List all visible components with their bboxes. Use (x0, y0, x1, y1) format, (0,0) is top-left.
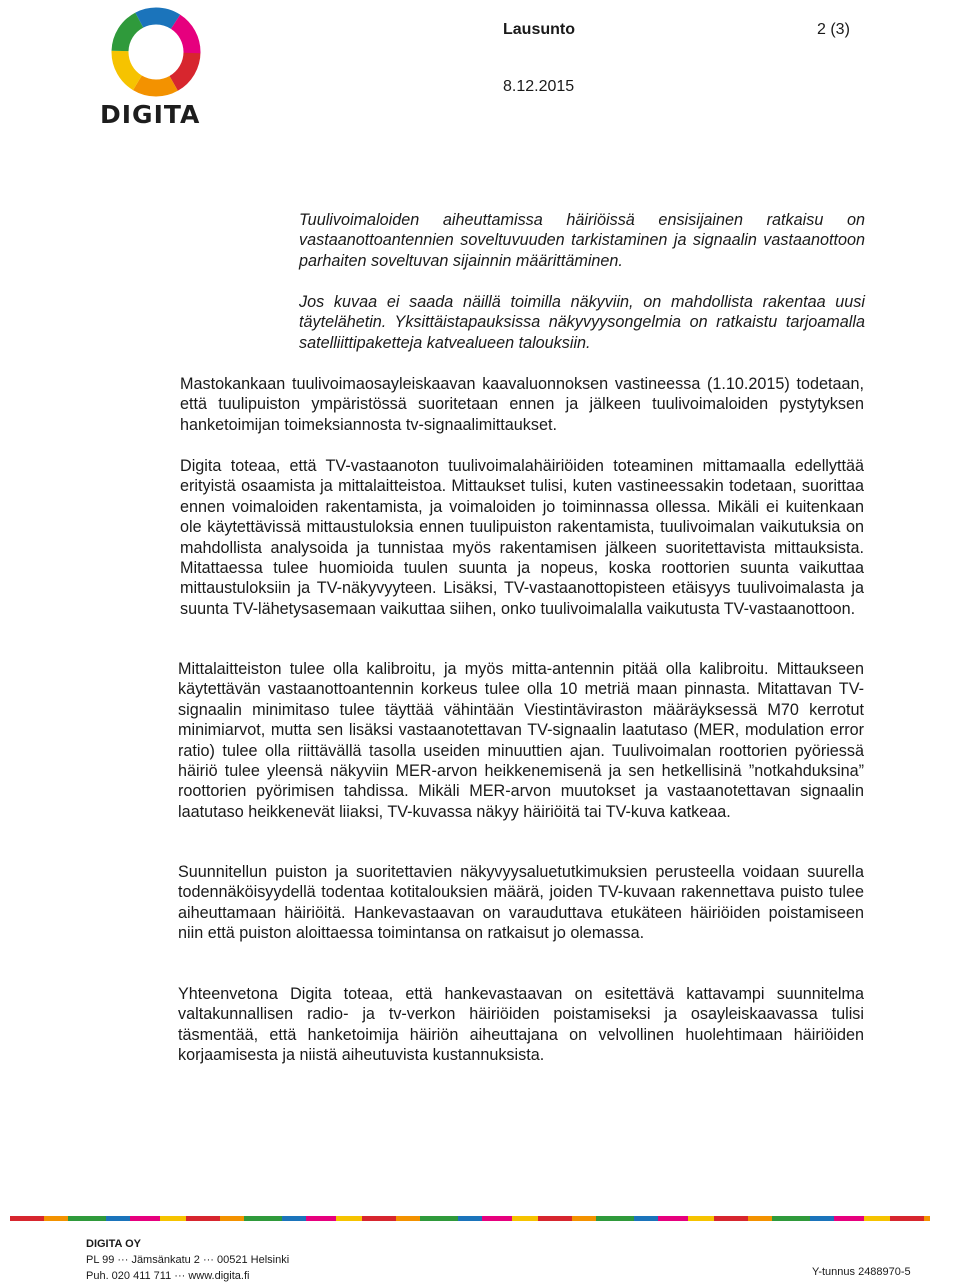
footer-contact: Puh. 020 411 711 ··· www.digita.fi (86, 1270, 250, 1282)
paragraph-7: Yhteenvetona Digita toteaa, että hankevastaavan on esitettävä kattavampi suunnitelma valtakunnallisen radio- ja tv-verkon häiriöiden poistamiseksi ja osayleiskaavassa tulisi täsmentää, että hanketoimija häiriön aiheuttajana on velvollinen huolehtimaan häiriöiden korjaamisesta ja niistä aiheutuvista kustannuksista. (178, 985, 864, 1065)
footer-address: PL 99 ··· Jämsänkatu 2 ··· 00521 Helsinki (86, 1254, 290, 1266)
footer-address-block (86, 1236, 289, 1284)
digita-logo (100, 6, 210, 129)
paragraph-3: Mastokankaan tuulivoimaosayleiskaavan kaavaluonnoksen vastineessa (1.10.2015) todetaan, että tuulipuiston ympäristössä suoritetaan ennen ja jälkeen tuulivoimaloiden pystytyksen hanketoimijan toimeksiannosta tv-signaalimittaukset. (180, 375, 864, 434)
page-number: 2 (3) (817, 21, 850, 38)
footer-company: DIGITA OY (86, 1238, 141, 1250)
paragraph-6: Suunnitellun puiston ja suoritettavien näkyvyysaluetutkimuksien perusteella voidaan suurella todennäköisyydellä todentaa kotitalouksien määrä, joiden TV-kuvaan rakennettava puisto tulee aiheuttamaan häiriöitä. Hankevastaavan on varauduttava etukäteen häiriöiden poistamiseen niin että puiston aloittaessa toimintansa on ratkaisut jo olemassa. (178, 863, 864, 943)
document-type: Lausunto (503, 21, 575, 38)
logo-wordmark: DIGITA (100, 100, 201, 129)
paragraph-4: Digita toteaa, että TV-vastaanoton tuulivoimalahäiriöiden toteaminen mittamaalla edellyttää erityistä osaamista ja mittalaitteistoa. Mittaukset tulisi, kuten vastineessakin todetaan, suorittaa ennen voimaloiden rakentamista, ja voimaloiden jo toiminnassa ollessa. Mikäli ei kuitenkaan ole käytettävissä mittaustuloksia ennen tuulipuiston rakentamista, tuulivoimalan vaikutuksia on mahdollista analysoida ja tunnistaa myös rakentamisen jälkeen suoritettavista mittauksista. Mitattaessa tulee huomioida tuulen suunta ja nopeus, koska roottorien suunta vaikuttaa mittaustuloksiin ja TV-näkyvyyteen. Lisäksi, TV-vastaanottopisteen etäisyys tuulivoimalasta ja suunta TV-lähetysasemaan vaikuttaa siihen, onko tuulivoimalalla vaikutusta TV-vastaanottoon. (180, 457, 864, 618)
footer-color-stripe (10, 1216, 930, 1221)
paragraph-quoted-2: Jos kuvaa ei saada näillä toimilla näkyviin, on mahdollista rakentaa uusi täytelähetin. Yksittäistapauksissa näkyvyysongelmia on ratkaistu tarjoamalla satelliittipaketteja katvealueen talouksiin. (299, 293, 865, 352)
document-date: 8.12.2015 (503, 78, 575, 95)
paragraph-5: Mittalaitteiston tulee olla kalibroitu, ja myös mitta-antennin pitää olla kalibroitu. Mittaukseen käytettävän vastaanottoantennin korkeus tulee olla 10 metriä maan pinnasta. Mitattavan TV- signaalin minimitaso tulee täyttää vähintään Viestintäviraston määräyksessä M70 kerrotut minimiarvot, mutta sen lisäksi vastaanotettavan TV-signaalin laatutaso (MER, modulation error ratio) tulee olla riittävällä tasolla useiden minuuttien ajan. Tuulivoimalan roottorien pyöriessä häiriö tulee yleensä näkyviin MER-arvon heikkenemisenä ja sen hetkellisinä ”notkahduksina” roottorien pyörimisen tahdissa. Mikäli MER-arvon muutokset ja vastaanotettavan signaalin laatutaso heikkenevät liiaksi, TV-kuvassa näkyy häiriöitä tai TV-kuva katkeaa. (178, 660, 864, 821)
paragraph-quoted-1: Tuulivoimaloiden aiheuttamissa häiriöissä ensisijainen ratkaisu on vastaanottoantennien soveltuvuuden tarkistaminen ja signaalin vastaanottoon parhaiten soveltuvan sijainnin määrittäminen. (299, 211, 865, 270)
footer-business-id: Y-tunnus 2488970-5 (812, 1266, 911, 1278)
logo-ring-icon (110, 6, 202, 98)
